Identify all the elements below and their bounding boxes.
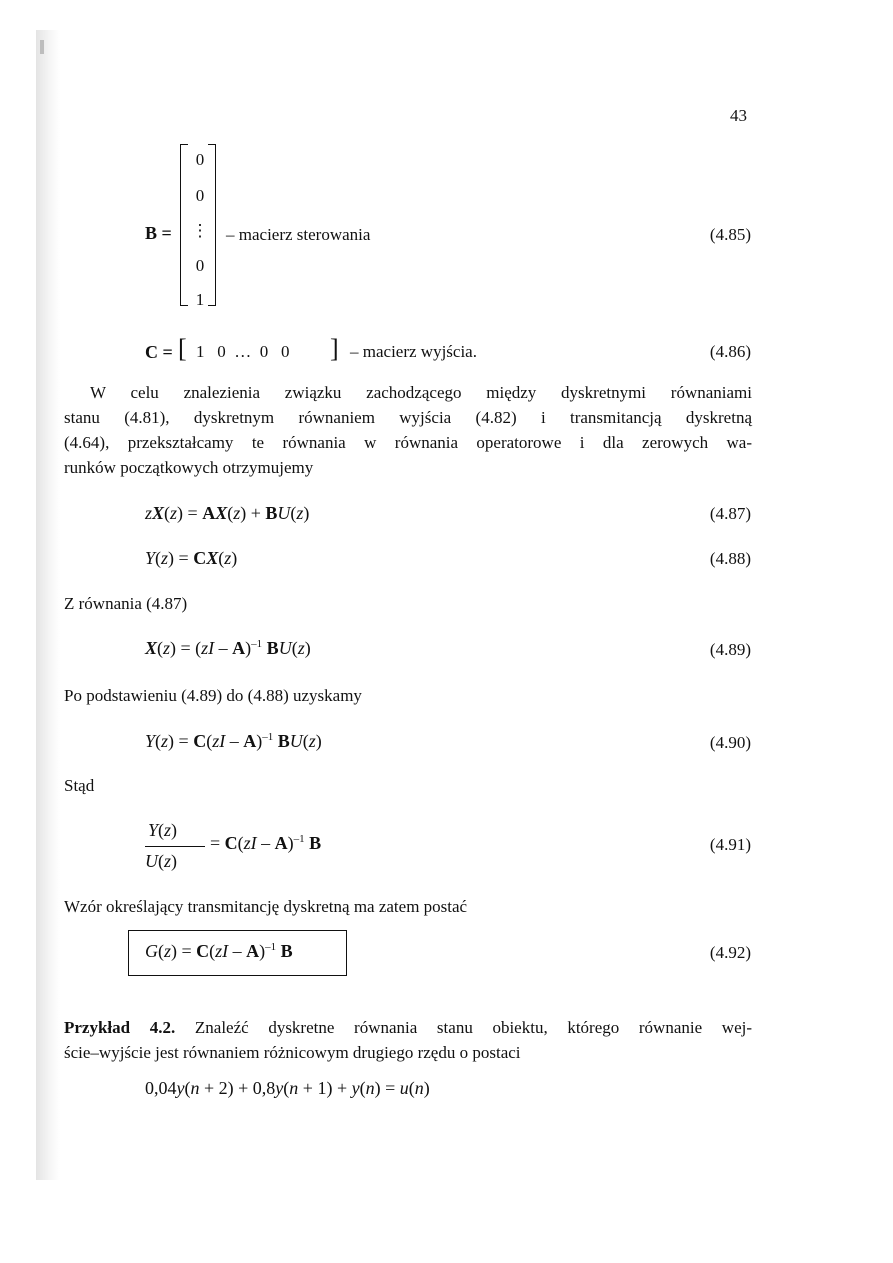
eq-4-85-description: – macierz sterowania xyxy=(226,225,371,244)
eq-4-92-number: (4.92) xyxy=(709,943,751,962)
eq-4-91-fraction-line xyxy=(145,846,205,847)
eq-4-92: G(z) = C(zI – A)$^{-1}$ B xyxy=(145,941,293,961)
matrix-b-cell: 0 xyxy=(195,186,205,205)
matrix-c-row: 1 0 … 0 0 xyxy=(196,342,290,361)
paragraph-line: stanu (4.81), dyskretnym równaniem wyjścia (4.82) i transmitancją dyskretną xyxy=(64,408,752,427)
page-number: 43 xyxy=(730,106,747,125)
matrix-b-left-bracket xyxy=(180,144,188,306)
paragraph-line: W celu znalezienia związku zachodzącego między dyskretnymi równaniami xyxy=(90,383,752,402)
eq-4-91-number: (4.91) xyxy=(709,835,751,854)
eq-4-91-numerator: Y(z) xyxy=(148,820,178,840)
eq-4-85-number: (4.85) xyxy=(709,225,751,244)
eq-4-88-number: (4.88) xyxy=(709,549,751,568)
example-line-2: ście–wyjście jest równaniem różnicowym drugiego rzędu o postaci xyxy=(64,1043,521,1062)
eq-4-86-description: – macierz wyjścia. xyxy=(350,342,477,361)
eq-4-90-number: (4.90) xyxy=(709,733,751,752)
eq-4-91-rhs: = C(zI – A)$^{-1}$ B xyxy=(210,833,322,853)
difference-equation: 0,04y(n + 2) + 0,8y(n + 1) + y(n) = u(n) xyxy=(145,1078,430,1098)
example-4-2 xyxy=(64,1015,752,1065)
eq-4-87: zX(z) = AX(z) + BU(z) xyxy=(145,503,310,523)
eq-4-85-lhs: B = xyxy=(145,223,172,243)
text-po-podstawieniu: Po podstawieniu (4.89) do (4.88) uzyskamy xyxy=(64,686,362,705)
text-wzor: Wzór określający transmitancję dyskretną ma zatem postać xyxy=(64,897,468,916)
eq-4-89-number: (4.89) xyxy=(709,640,751,659)
matrix-b-cell: ⋮ xyxy=(191,221,209,240)
matrix-c-right-bracket: ] xyxy=(330,334,339,363)
eq-4-86-lhs: C = xyxy=(145,342,173,362)
eq-4-87-number: (4.87) xyxy=(709,504,751,523)
eq-4-90: Y(z) = C(zI – A)$^{-1}$ BU(z) xyxy=(145,731,322,751)
eq-4-91-denominator: U(z) xyxy=(145,851,178,871)
scan-mark xyxy=(40,40,44,54)
paragraph-state-equations xyxy=(64,380,752,480)
eq-4-88: Y(z) = CX(z) xyxy=(145,548,238,568)
example-label: Przykład 4.2. xyxy=(64,1018,176,1037)
text-z-rownania: Z równania (4.87) xyxy=(64,594,188,613)
paragraph-line: (4.64), przekształcamy te równania w równania operatorowe i dla zerowych wa- xyxy=(64,433,752,452)
page-gutter-shadow xyxy=(36,30,60,1180)
matrix-b-cell: 1 xyxy=(195,290,205,309)
matrix-b-cell: 0 xyxy=(195,150,205,169)
text-stad: Stąd xyxy=(64,776,95,795)
example-text-1: Znaleźć dyskretne równania stanu obiektu, którego równanie wej- xyxy=(194,1018,752,1037)
example-line-1 xyxy=(64,1015,752,1040)
paragraph-line: runków początkowych otrzymujemy xyxy=(64,458,314,477)
eq-4-89: X(z) = (zI – A)$^{-1}$ BU(z) xyxy=(145,638,311,658)
matrix-b-cell: 0 xyxy=(195,256,205,275)
eq-4-86-number: (4.86) xyxy=(709,342,751,361)
matrix-c-left-bracket: [ xyxy=(178,334,187,363)
